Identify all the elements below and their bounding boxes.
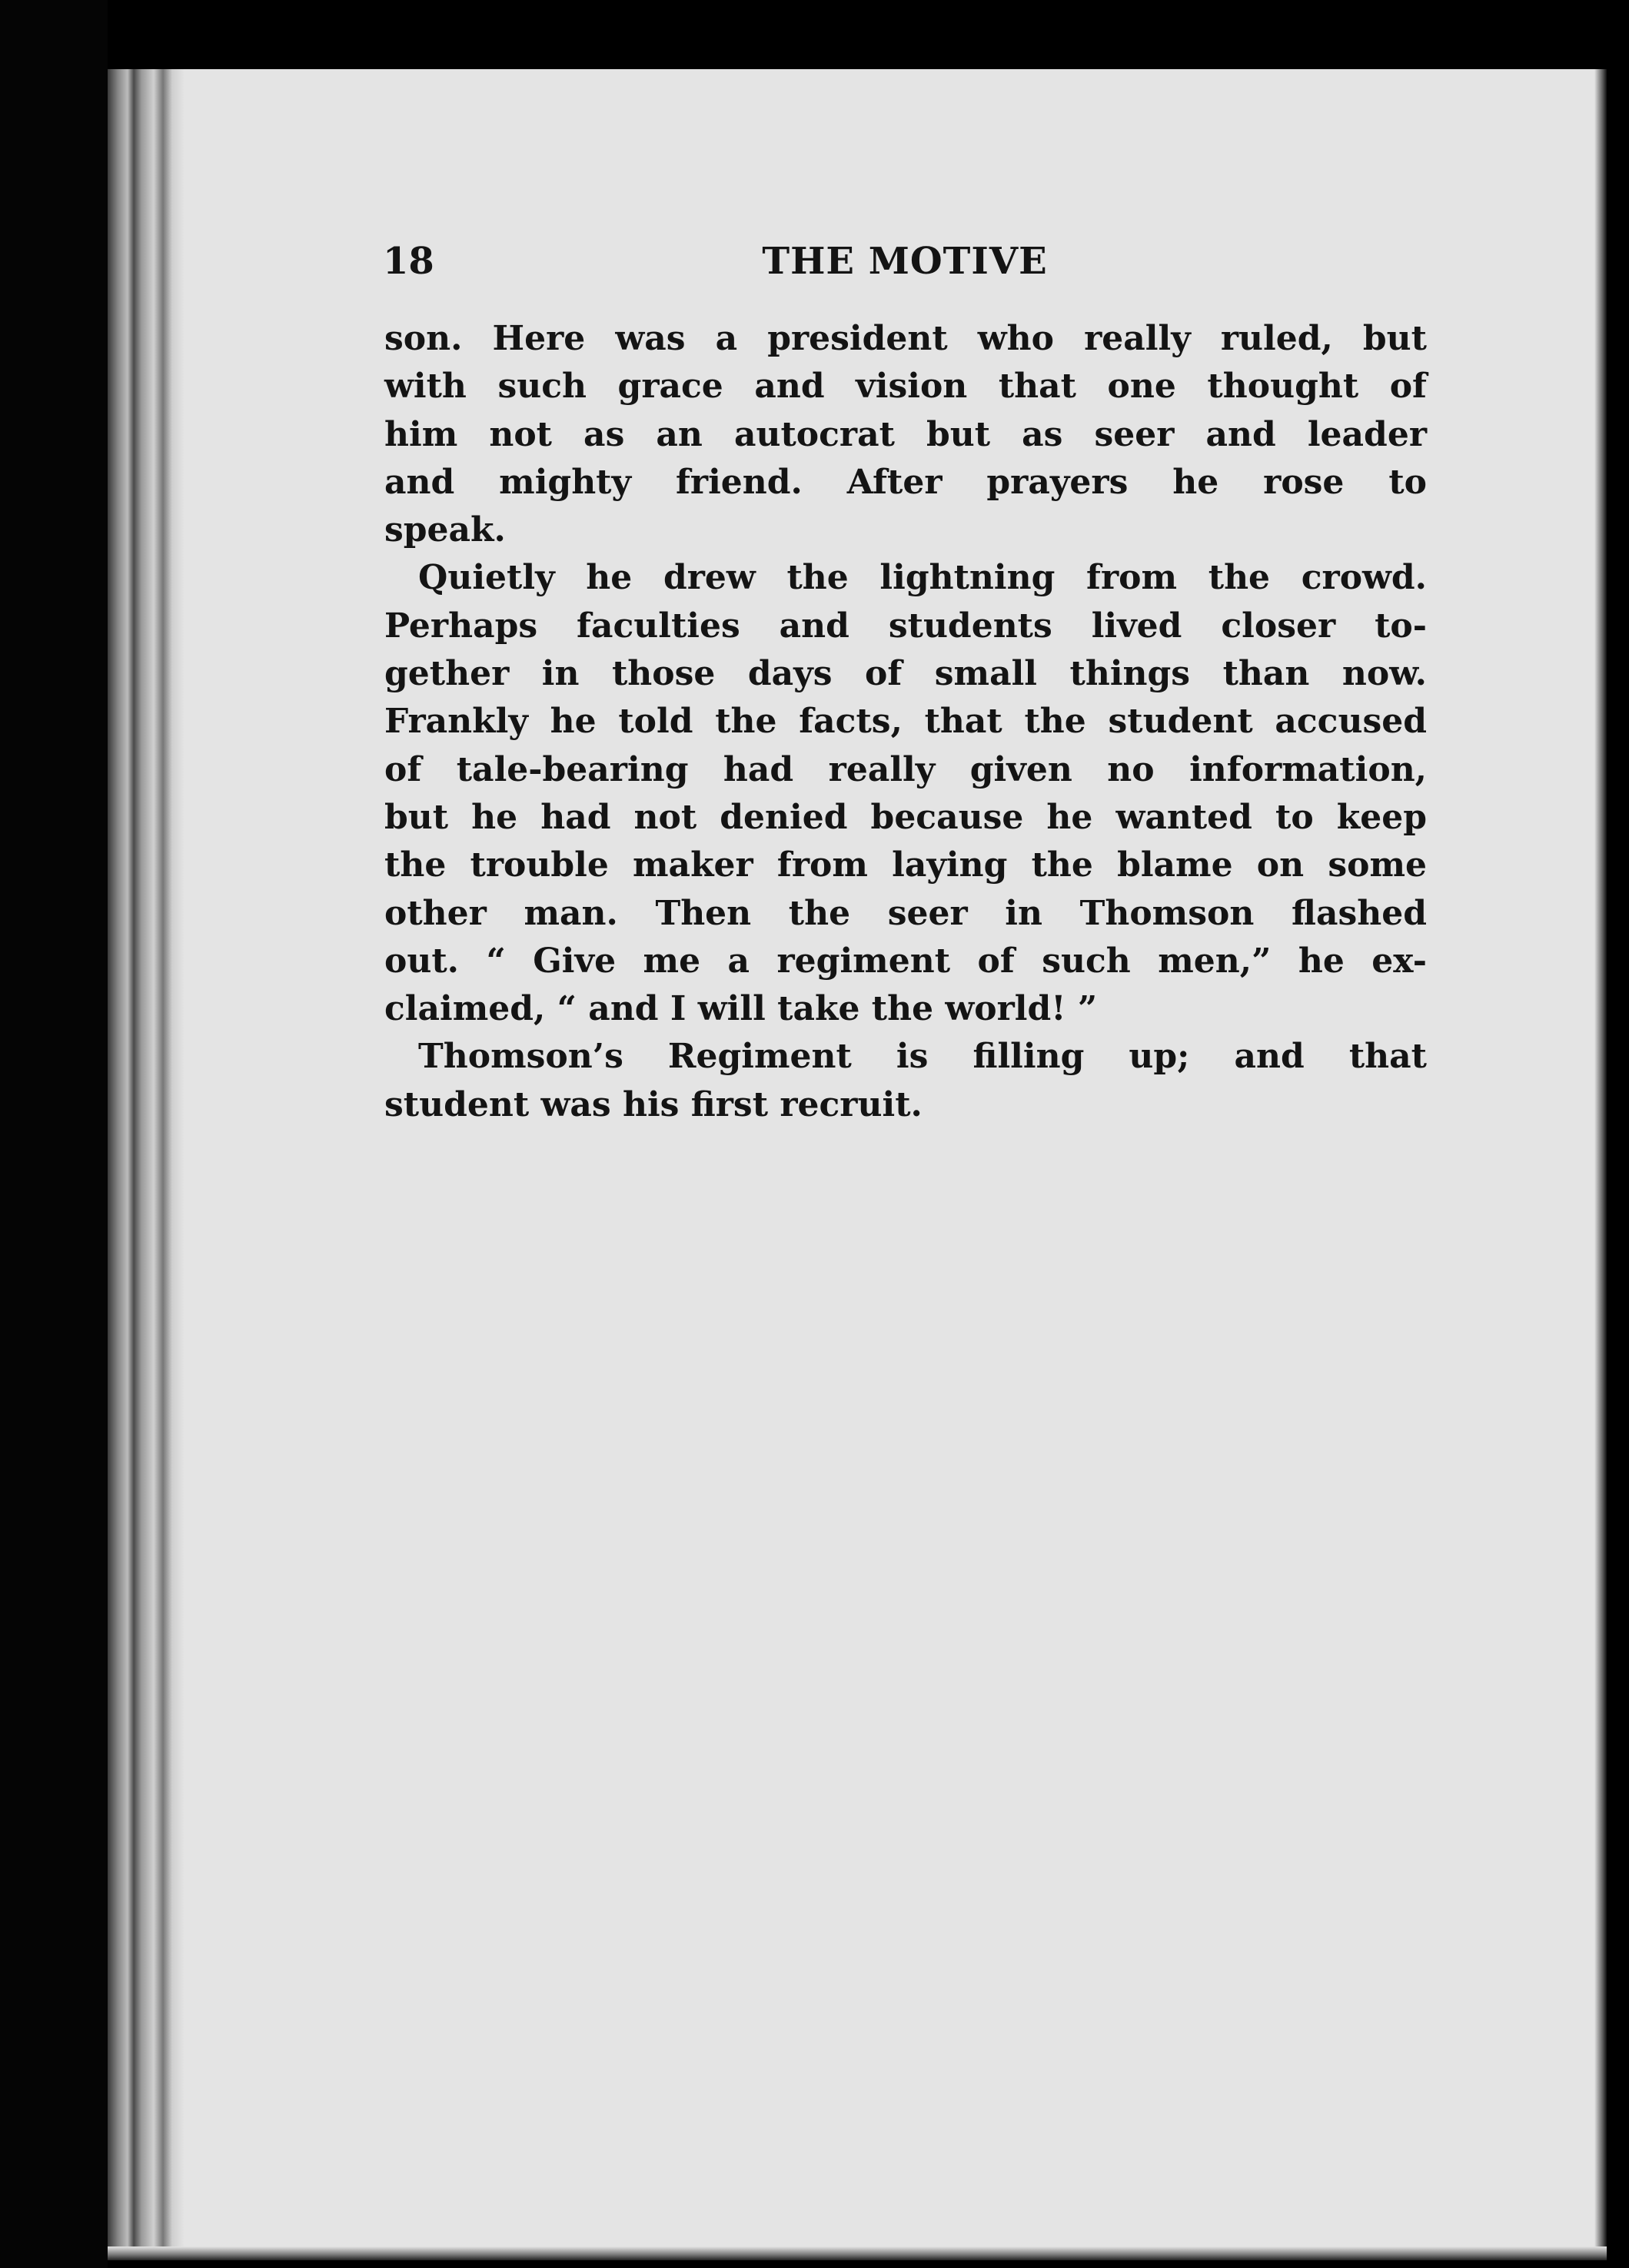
text-line: gether in those days of small things than now. (384, 654, 1427, 694)
text-line: Quietly he drew the lightning from the crowd. (418, 558, 1427, 598)
text-line: son. Here was a president who really ruled, but (384, 319, 1427, 358)
text-line: claimed, “ and I will take the world! ” (384, 989, 1098, 1029)
text-line: and mighty friend. After prayers he rose to (384, 462, 1427, 502)
text-line: Perhaps faculties and students lived closer to- (384, 606, 1427, 646)
text-line: speak. (384, 510, 506, 550)
text-line: with such grace and vision that one thought of (384, 367, 1427, 407)
page-edge-bottom (108, 2246, 1607, 2260)
running-title: THE MOTIVE (762, 240, 1048, 283)
body-text (384, 315, 1427, 1129)
text-line: of tale-bearing had really given no information, (384, 749, 1427, 789)
text-line: out. “ Give me a regiment of such men,” he ex- (384, 941, 1427, 981)
text-line: the trouble maker from laying the blame on some (384, 845, 1427, 885)
text-line: student was his first recruit. (384, 1084, 923, 1124)
scan-border-right (1607, 0, 1629, 2268)
scan-border-top (0, 0, 1629, 69)
text-line: Thomson’s Regiment is filling up; and that (418, 1037, 1427, 1077)
text-line: him not as an autocrat but as seer and leader (384, 414, 1427, 454)
paragraph-2 (384, 554, 1427, 1033)
page-number: 18 (383, 240, 434, 283)
book-spine (108, 69, 185, 2260)
paragraph-1 (384, 315, 1427, 554)
text-line: Frankly he told the facts, that the student accused (384, 702, 1427, 742)
page-edge-right (1594, 69, 1607, 2260)
scan-border-left (0, 0, 108, 2268)
paragraph-3 (384, 1033, 1427, 1129)
text-line: but he had not denied because he wanted to keep (384, 797, 1427, 837)
running-head (383, 240, 1427, 294)
text-line: other man. Then the seer in Thomson flashed (384, 893, 1427, 933)
